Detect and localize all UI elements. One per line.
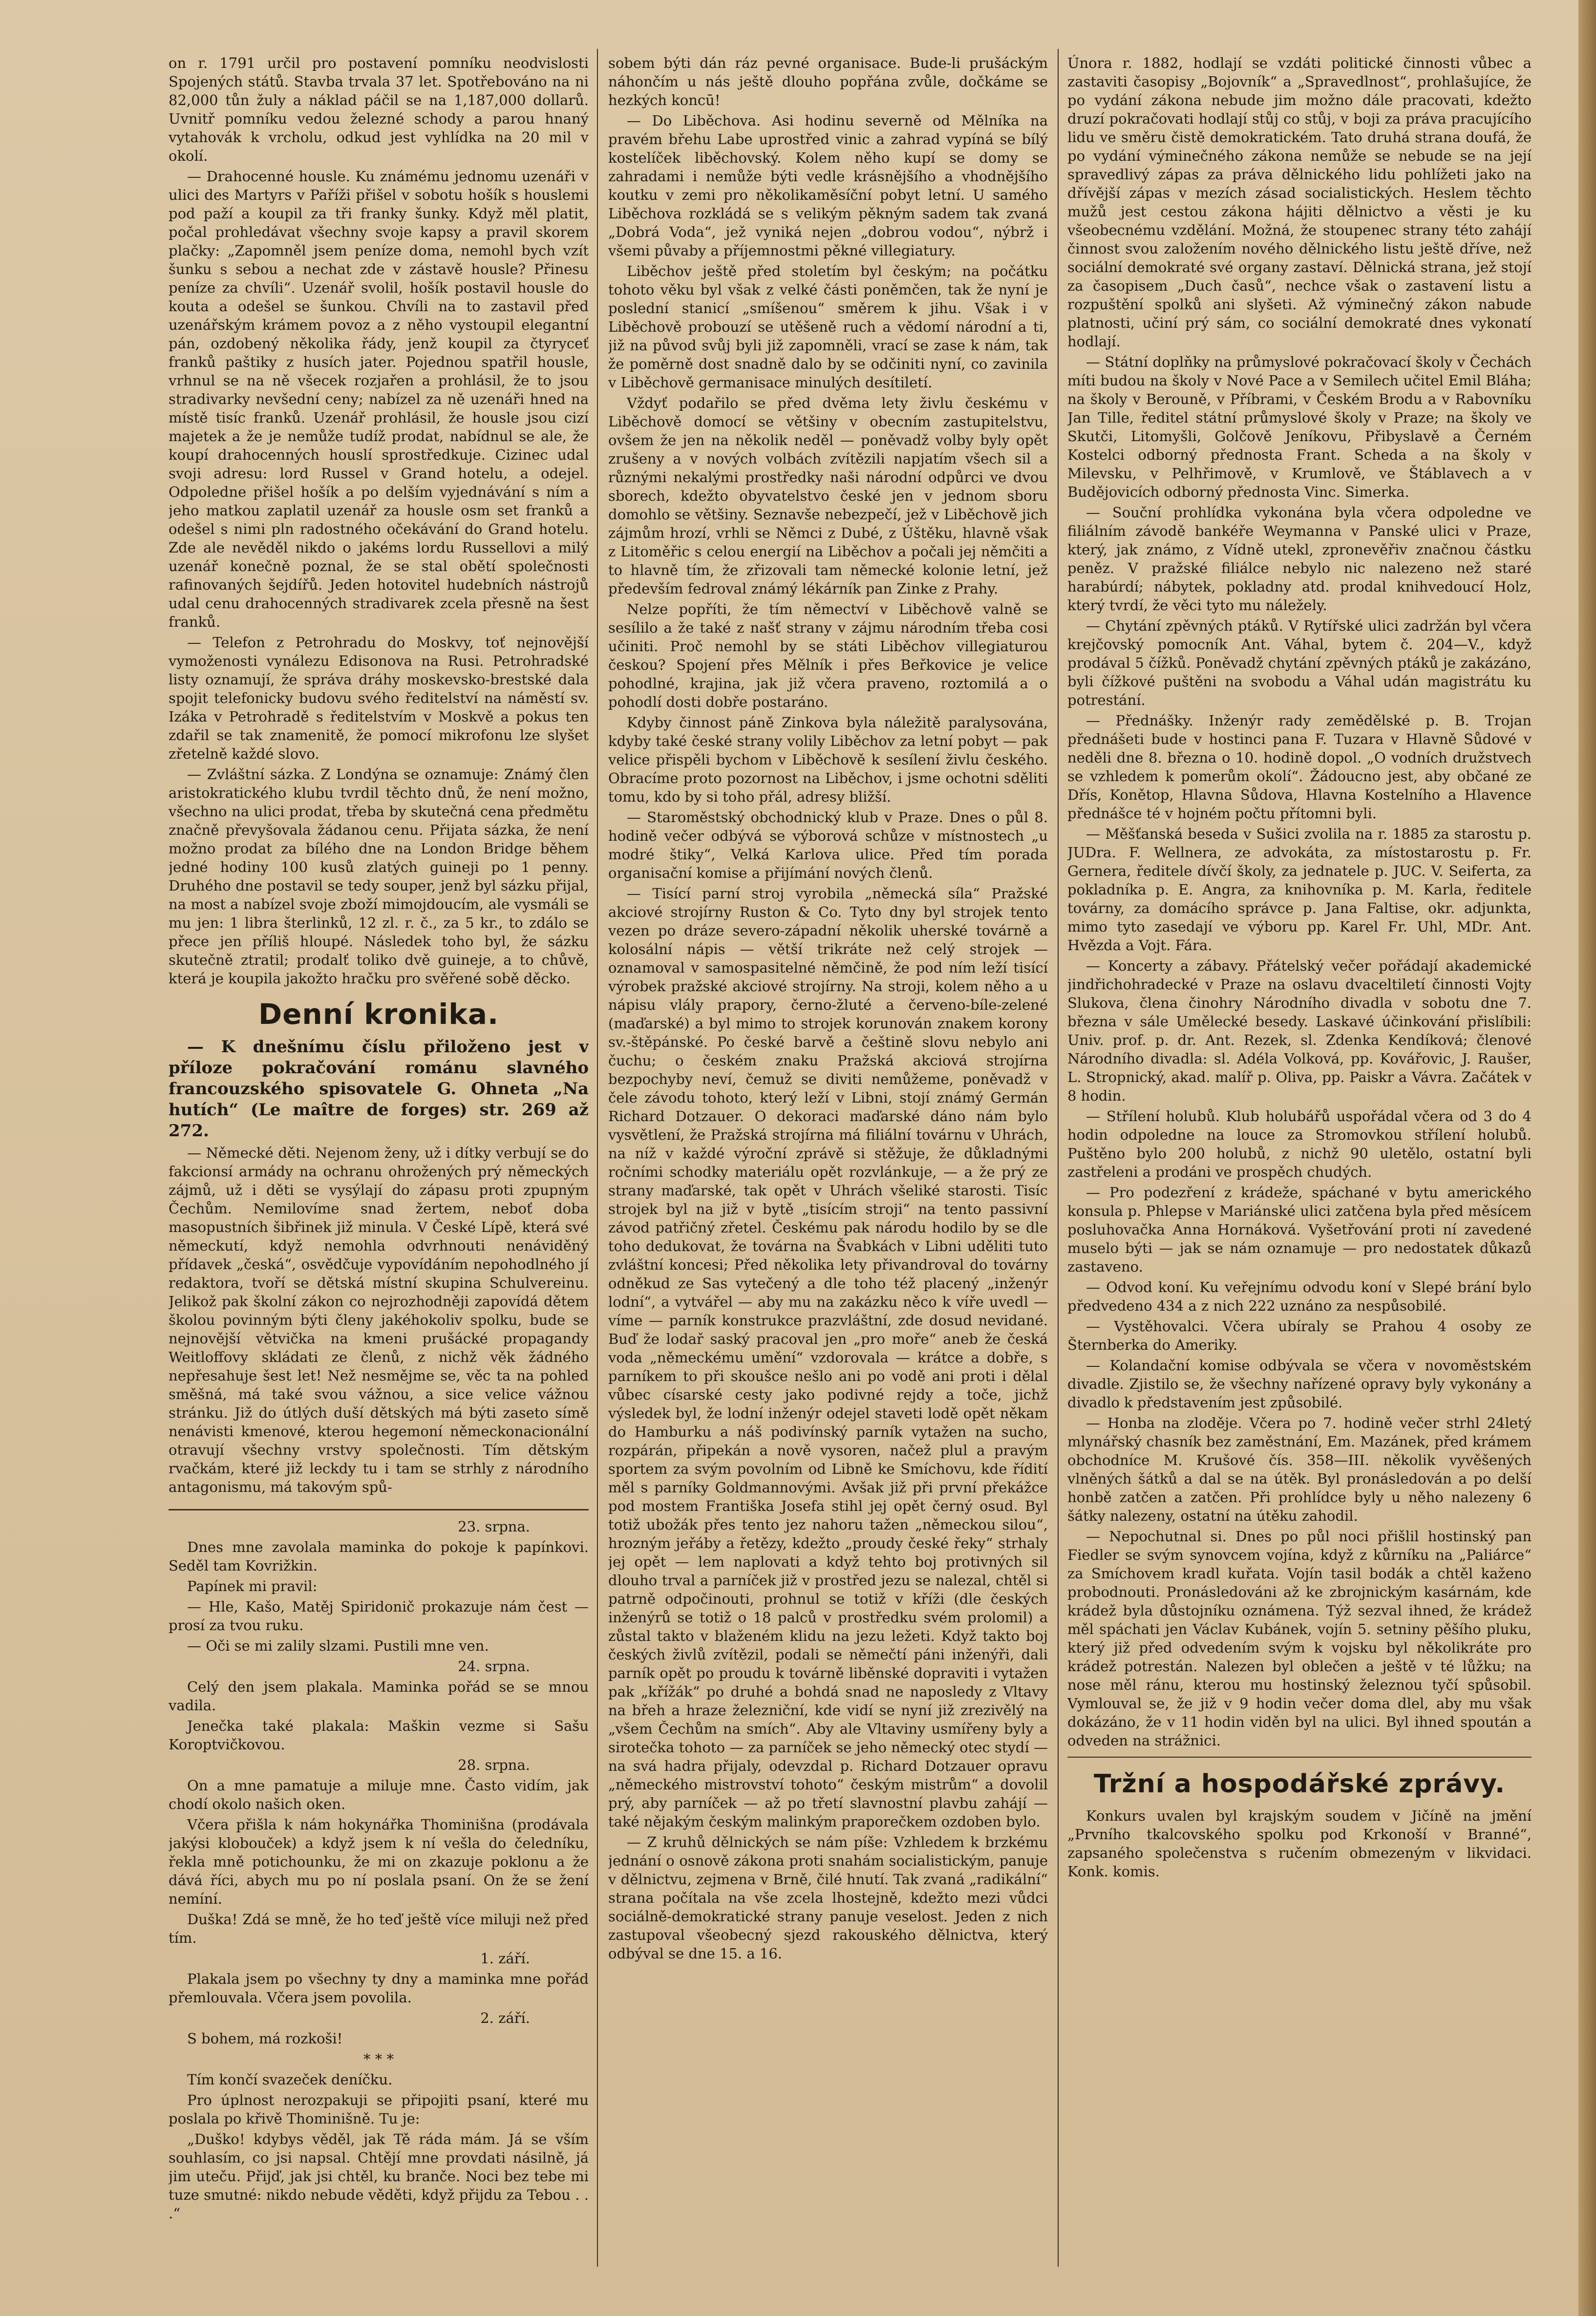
paragraph: Konkurs uvalen byl krajským soudem v Jičíně na jmění „Prvního tkalcovského spolku pod Krkonoší v Branné“, zapsaného společenstva s ručením obmezeným v likvidaci. Konk. komis.: [1067, 1807, 1532, 1880]
paragraph: — Oči se mi zalily slzami. Pustili mne ven.: [187, 1637, 489, 1654]
paragraph: — Kolandační komise odbývala se včera v novoměstském divadle. Zjistilo se, že všechny nařízené opravy byly vykonány a divadlo k představením jest způsobilé.: [1067, 1357, 1532, 1411]
asterism: * * *: [363, 2051, 394, 2067]
paragraph: — Odvod koní. Ku veřejnímu odvodu koní v Slepé brání bylo předvedeno 434 a z nich 222 uznáno za nespůsobilé.: [1067, 1279, 1532, 1314]
paragraph: — Staroměstský obchodnický klub v Praze. Dnes o půl 8. hodině večer odbývá se výborová schůze v místnostech „u modré štiky“, Velká Karlova ulice. Před tím porada organisační komise a přijímání nových členů.: [608, 809, 1048, 881]
paragraph: Plakala jsem po všechny ty dny a maminka mne pořád přemlouvala. Včera jsem povolila.: [169, 1971, 589, 2006]
paragraph: Liběchov ještě před stoletím byl českým; na počátku tohoto věku byl však z velké části poněmčen, tak že nyní je poslední stanicí „smíšenou“ směrem k jihu. Však i v Liběchově probouzí se utěšeně ruch a vědomí národní a ti, již na původ svůj byli již zapomněli, vrací se zase k nám, tak že poměrně dost snadně dalo by se odčiniti nyní, co zavinila v Liběchově germanisace minulých desítiletí.: [608, 263, 1048, 391]
section-heading-trzni-zpravy: Tržní a hospodářské zprávy.: [1094, 1769, 1505, 1799]
column-rule: [1058, 49, 1059, 2267]
page-edge: [1578, 0, 1596, 2316]
column-rule: [597, 49, 598, 2267]
paragraph: — Honba na zloděje. Včera po 7. hodině večer strhl 24letý mlynářský chasník bez zaměstnání, Em. Mazánek, před krámem obchodníce M. Krušové čís. 358—III. několik vyvěšených vlněných šátků a dal se na útěk. Byl pronásledován a po delší honbě zatčen a zatčen. Při prohlídce byly u něho nalezeny 6 šátky nalezeny, ostatní na útěku zahodil.: [1067, 1415, 1532, 1524]
paragraph: Února r. 1882, hodlají se vzdáti politické činnosti vůbec a zastaviti časopisy „Bojovník“ a „Spravedlnost“, prohlašujíce, že po vydání zákona nebude jim možno dále pracovati, kdežto druzí pokračovati hodlají stůj co stůj, v boji za práva pracujícího lidu ve směru čistě demokratickém. Tato druhá strana doufá, že po vydání výminečného zákona nemůže se nebude se na její spravedlivý zápas za práva dělnického lidu pohlížeti jako na dřívější zápas v mezích zásad socialistických. Heslem těchto mužů jest cestou zákona hájiti dělnictvo a věsti je ku všeobecnému vzdělání. Možná, že stoupenec strany této zahájí činnost svou založením nového dělnického listu ještě dříve, než sociální demokraté své organy zastaví. Dělnická strana, jež stojí za časopisem „Duch časů“, nechce však o zastavení listu a rozpuštění spolků ani slyšeti. Až výminečný zákon nabude platnosti, učiní prý sám, co sociální demokraté dnes vykonatí hodlají.: [1067, 55, 1532, 350]
paragraph: „Duško! kdybys věděl, jak Tě ráda mám. Já se vším souhlasím, co jsi napsal. Chtějí mne provdati násilně, já jim uteču. Přijď, jak jsi chtěl, ku branče. Noci bez tebe mi tuze smutné: nikdo nebude věděti, když přijdu za Tebou . . .“: [169, 2131, 589, 2222]
column-1: [169, 54, 589, 2262]
paragraph: — Chytání zpěvných ptáků. V Rytířské ulici zadržán byl včera krejčovský pomocník Ant. Váhal, bytem č. 204—V., když prodával 5 čížků. Poněvadž chytání zpěvných ptáků je zakázáno, byli čížkové puštěni na svobodu a Váhal udán magistrátu ku potrestání.: [1067, 617, 1532, 708]
diary-date: 23. srpna.: [458, 1518, 530, 1535]
paragraph: — Střílení holubů. Klub holubářů uspořádal včera od 3 do 4 hodin odpoledne na louce za Stromovkou střílení holubů. Puštěno bylo 200 holubů, z nichž 90 uletělo, ostatní byli zastřeleni a prodáni ve prospěch chudých.: [1067, 1108, 1532, 1180]
paragraph: — Z kruhů dělnických se nám píše: Vzhledem k brzkému jednání o osnově zákona proti snahám socialistickým, panuje v dělnictvu, zejmena v Brně, čilé hnutí. Tak zvaná „radikální“ strana počítala na vše zcela lhostejně, kdežto mezi vůdci sociálně-demokratické strany panuje veselost. Jeden z nich zastupoval všeobecný sjezd rakouského dělnictva, který odbýval se dne 15. a 16.: [608, 1834, 1048, 1962]
column-2: [608, 54, 1048, 2262]
section-heading-denni-kronika: Denní kronika.: [258, 998, 499, 1031]
paragraph: S bohem, má rozkoši!: [187, 2030, 343, 2047]
paragraph: Včera přišla k nám hokynářka Thominišna (prodávala jakýsi klobouček) a když jsem k ní vešla do čeledníku, řekla mně potichounku, že mi on zkazuje poklonu a že dává říci, abych mu po ní poslala psaní. On že se žení nemíní.: [169, 1816, 589, 1907]
diary-date: 24. srpna.: [458, 1658, 530, 1675]
paragraph: On a mne pamatuje a miluje mne. Často vidím, jak chodí okolo našich oken.: [169, 1777, 589, 1812]
lead-announcement: — K dnešnímu číslu přiloženo jest v příloze pokračování románu slavného francouzského spisovatele G. Ohneta „Na hutích“ (Le maître de forges) str. 269 až 272.: [169, 1037, 589, 1141]
paragraph: — Státní doplňky na průmyslové pokračovací školy v Čechách míti budou na školy v Nové Pace a v Semilech učitel Emil Bláha; na školy v Berouně, v Příbrami, v Českém Brodu a v Rabovníku Jan Tille, ředitel státní průmyslové školy v Praze; na školy ve Skutči, Litomyšli, Golčově Jeníkovu, Přibyslavě a Černém Kostelci odborný přednosta Frant. Scheda a na školy v Milevsku, v Pelhřimově, v Krumlově, ve Štáblavech a v Budějovicích odborný přednosta Vinc. Simerka.: [1067, 354, 1532, 500]
paragraph: — Přednášky. Inženýr rady zemědělské p. B. Trojan přednášeti bude v hostinci pana F. Tuzara v Hlavně Sůdové v neděli dne 8. března o 10. hodině dopol. „O vodních družstvech se vzhledem k pomerům okolí“. Žádoucno jest, aby občané ze Dřís, Konětop, Hlavna Sůdova, Hlavna Kostelního a Hlavence přednášce té v hojném počtu přítomni byli.: [1067, 712, 1532, 822]
paragraph: — Hle, Kašo, Matěj Spiridonič prokazuje nám čest — prosí za tvou ruku.: [169, 1598, 589, 1634]
feuilleton-divider: [169, 1509, 589, 1510]
paragraph: — Měšťanská beseda v Sušici zvolila na r. 1885 za starostu p. JUDra. F. Wellnera, ze advokáta, za místostarostu p. Fr. Gernera, ředitele dívčí školy, za jednatele p. JUC. V. Seiferta, za pokladníka p. E. Angra, za knihovníka p. M. Karla, ředitele továrny, za domácího správce p. Jana Faltise, okr. adjunkta, mimo tyto zasedají ve výboru pp. Karel Fr. Uhl, MDr. Ant. Hvězda a Vojt. Fára.: [1067, 826, 1532, 954]
paragraph: Pro úplnost nerozpakuji se připojiti psaní, které mu poslala po křivě Thominišně. Tu je:: [169, 2092, 589, 2127]
paragraph: Papínek mi pravil:: [187, 1578, 318, 1594]
paragraph: — Telefon z Petrohradu do Moskvy, toť nejnovější vymoženosti vynálezu Edisonova na Rusi. Petrohradské listy oznamují, že správa dráhy moskevsko-brestské dala spojit telefonicky budovu svého ředitelství na náměstí sv. Izáka v Petrohradě s ředitelstvím v Moskvě a pokus ten zdařil se tak znamenitě, že pomocí mikrofonu lze slyšet zřetelně každé slovo.: [169, 634, 589, 762]
paragraph: Duška! Zdá se mně, že ho teď ještě více miluji než před tím.: [169, 1911, 589, 1946]
paragraph: Nelze popříti, že tím němectví v Liběchově valně se sesílilo a že také z našť strany v zájmu národním třeba cosi učiniti. Proč nemohl by se státi Liběchov villegiaturou českou? Spojení přes Mělník i přes Beřkovice je velice pohodlné, krajina, jak již včera praveno, roztomilá a o pohodlí dosti dobře postaráno.: [608, 601, 1048, 710]
paragraph: — Pro podezření z krádeže, spáchané v bytu amerického konsula p. Phlepse v Mariánské ulici zatčena byla před měsícem posluhovačka Anna Hornáková. Vyšetřování proti ní zavedené muselo býti — jak se nám oznamuje — pro nedostatek důkazů zastaveno.: [1067, 1184, 1532, 1275]
paragraph: on r. 1791 určil pro postavení pomníku neodvislosti Spojených států. Stavba trvala 37 let. Spotřebováno na ni 82,000 tůn žuly a náklad páčil se na 1,187,000 dollarů. Uvnitř pomníku vedou železné schody a parou hnaný vytahovák k vrcholu, odkud jest vyhlídka na 20 mil v okolí.: [169, 55, 589, 164]
section-divider: [1067, 1757, 1532, 1758]
diary-date: 1. září.: [480, 1950, 530, 1967]
paragraph: Dnes mne zavolala maminka do pokoje k papínkovi. Seděl tam Kovrižkin.: [169, 1539, 589, 1574]
paragraph: — Nepochutnal si. Dnes po půl noci přišlil hostinský pan Fiedler se svým synovcem vojína, když z kůrníku na „Paliárce“ za Smíchovem kradl kuřata. Vojín tasil bodák a chtěl kaženo probodnouti. Pronásledováni až ke zbrojnickým kasárnám, kde krádež byla důstojníku oznámena. Týž sezval ihned, že krádež měl spáchati jen Václav Kubánek, vojín 5. setniny pěšího pluku, který již před odvedením svým k vojsku byl několikráte pro krádež potrestán. Nalezen byl oblečen a ještě v té lůžku; na nose měl ránu, kterou mu hostinský železnou tyčí spůsobil. Vymlouval se, že již v 9 hodin večer doma dlel, aby mu však dokázáno, že v 11 hodin viděn byl na ulici. Byl ihned spoután a odveden na strážnici.: [1067, 1528, 1532, 1749]
paragraph: sobem býti dán ráz pevné organisace. Bude-li prušáckým náhončím u nás ještě dlouho popřána zvůle, dočkáme se hezkých koncū!: [608, 55, 1048, 108]
paragraph: — Do Liběchova. Asi hodinu severně od Mělníka na pravém břehu Labe uprostřed vinic a zahrad vypíná se bílý kostelíček liběchovský. Kolem něho kupí se domy se zahradami i nemůže býti vedle krásnějšího a vhodnějšího koutku v zemi pro několikaměsíční pobyt letní. U samého Liběchova rozkládá se s velikým pěkným sadem tak zvaná „Dobrá Voda“, jež vyniká nejen „dobrou vodou“, nýbrž i všemi půvaby a příjemnostmi pěkné villegiatury.: [608, 112, 1048, 259]
diary-date: 28. srpna.: [458, 1757, 530, 1773]
paragraph: — Vystěhovalci. Včera ubíraly se Prahou 4 osoby ze Šternberka do Ameriky.: [1067, 1318, 1532, 1353]
paragraph: — Tisící parní stroj vyrobila „německá síla“ Pražské akciové strojírny Ruston & Co. Tyto dny byl strojek tento vezen po dráze severo-západní několik uherské továrně a kolosální nápis — větší trikráte než celý strojek — oznamoval v samospasitelné němčině, že pod ním leží tisící výrobek pražské akciové strojírny. Na stroji, kolem něho a u nápisu vlály prapory, černo-žluté a červeno-bíle-zelené (maďarské) a byl mimo to strojek korunován znakem korony sv.-štěpánské. Po české barvě a češtině slovu nebylo ani čuchu; o českém znaku Pražská akciová strojírna bezpochyby neví, čemuž se diviti nemůžeme, poněvadž v čele závodu tohoto, který leží v Libni, stojí známý Germán Richard Dotzauer. O dekoraci maďarské dáno nám bylo vysvětlení, že Pražská strojírna má filiální továrnu v Uhrách, na níž v každé výroční zprávě si stěžuje, že důkladnými ročními schodky materiálu opět rozvlánkuje, — a že prý ze strany maďarské, tak opět v Uhrách všeliké starosti. Tisíc strojek byl na již v bytě „tisícím stroji“ na tento passivní závod patřičný zřetel. Českému pak národu hodilo by se dle toho dedukovat, že továrna na Švabkách v Libni uděliti tuto zvláštní koncesi; Před několika lety přivandroval do továrny odněkud ze Sas vytečený a dle toho též placený „inženýr lodní“, a vytvářel — aby mu na zakázku něco k víře uvedl — víme — parník konstrukce prazvláštní, zde dosud nevidané. Buď že lodař saský pracoval jen „pro moře“ aneb že česká voda „německému umění“ vzdorovala — krátce a dobře, s parníkem to při skoušce nešlo ani po vodě ani proti i dělal vůbec císarské cesty jako podivné rejdy a toče, jichž výsledek byl, že lodní inženýr odejel staveti lodě opět někam do Hamburku a náš podivínský parník vytažen na sucho, rozpárán, připekán a nově vysoren, načež plul a pravým sportem za svým povolním od Libně ke Smíchovu, kde řídití měl s parníky Goldmannovými. Avšak již při první překážce pod mostem Františka Josefa stihl jej opět černý osud. Byl totiž ubožák přes tento jez nahoru tažen „německou silou“, hrozným jeřáby a řetězy, kdežto „proudy české řeky“ strhaly jej opět — lem naplovati a když tehto boj protivných sil dlouho trval a parníček již v prostřed jezu se nalezal, chtěl si patrně odpočinouti, prohnul se totiž v kříži (dle českých inženýrů se totiž o 18 palců v prostředku svém prolomil) a zůstal takto v blaženém klidu na jezu ležeti. Když takto boj českých živlů zvítězil, podali se němečtí páni inženýři, dali parník opět po proudu k továrně liběnské dopraviti i vytažen pak „křížák“ po druhé a bohdá snad ne naposledy z Vltavy na břeh a hraze železniční, kde vidí se nyní již zrezivělý na „všem Čechům na smích“. Aby ale Vltaviny usmířeny byly a sirotečka tohoto — za parníček se jeho německý otec stydí — na svá hadra přijaly, odevzdal p. Richard Dotzauer opravu „německého mistrovství tohoto“ českým mistrům“ a dovolil prý, aby parníček — až po třetí slavnostní plavbu zahájí — také nějakým českým malinkým praporečkem ozdoben bylo.: [608, 885, 1048, 1830]
paragraph: Vždyť podařilo se před dvěma lety živlu českému v Liběchově domocí se většiny v obecním zastupitelstvu, ovšem že jen na několik neděl — poněvadž volby byly opět zrušeny a v nových volbách zvítězili napjatím všech sil a různými nekalými prostředky naši národní odpůrci ve dvou sborech, kdežto obyvatelstvo české jen v jednom sboru domohlo se většiny. Seznavše nebezpečí, jež v Liběchově jich zájmům hrozí, vrhli se Němci z Dubé, z Úštěku, hlavně však z Litoměřic s celou energií na Liběchov a počali jej němčiti a to hlavně tím, že zřizovali tam německé kolonie letní, jež především fedroval známý lékárník pan Zinke z Prahy.: [608, 395, 1048, 597]
diary-date: 2. září.: [480, 2010, 530, 2026]
paragraph: Kdyby činnost páně Zinkova byla náležitě paralysována, kdyby také české strany volily Liběchov za letní pobyt — pak velice přispěli bychom v Liběchově k sesílení živlu českého. Obracíme proto pozornost na Liběchov, i jsme ochotni sděliti tomu, kdo by si toho přál, adresy bližší.: [608, 714, 1048, 805]
column-3: [1067, 54, 1532, 2262]
paragraph: — Koncerty a zábavy. Přátelský večer pořádají akademické jindřichohradecké v Praze na oslavu dvaceltiletí činnosti Vojty Slukova, člena činohry Národního divadla v sobotu dne 7. března v sále Umělecké besedy. Laskavé účinkování přislíbili: Univ. prof. p. dr. Ant. Rezek, sl. Zdenka Kendíková; členové Národního divadla: sl. Adéla Volková, pp. Kovářovic, J. Raušer, L. Stropnický, akad. malíř p. Oliva, pp. Paiskr a Vávra. Začátek v 8 hodin.: [1067, 957, 1532, 1104]
paragraph: Tím končí svazeček deníčku.: [187, 2071, 393, 2088]
paragraph: — Drahocenné housle. Ku známému jednomu uzenáři v ulici des Martyrs v Paříži přišel v sobotu hošík s houslemi pod paží a koupil za tři franky šunky. Když měl platit, počal prohledávat všechny svoje kapsy a pravil skorem plačky: „Zapomněl jsem peníze doma, nemohl bych vzít šunku s sebou a nechat zde v zástavě housle? Přinesu peníze za chvíli“. Uzenář svolil, hošík postavil housle do kouta a odešel se šunkou. Chvíli na to zastavil před uzenářským krámem povoz a z něho vystoupil elegantní pán, ozdobený několika řády, jenž koupil za čtyryceť franků paštiky z husích jater. Pojednou spatřil housle, vrhnul se na ně všecek rozjařen a prohlásil, že to jsou stradivarky nevšední ceny; nabízel za ně uzenáři hned na místě tisíc franků. Uzenář prohlásil, že housle jsou cizí majetek a že je nemůže tudíž prodat, nabídnul se ale, že koupí drahocenných houslí sprostředkuje. Cizinec udal svoji adresu: lord Russel v Grand hotelu, a odejel. Odpoledne přišel hošík a po delším vyjednávání s ním a jeho matkou zaplatil uzenář za housle osm set franků a odešel s nimi pln radostného očekávání do Grand hotelu. Zde ale nevěděl nikdo o jakéms lordu Russellovi a milý uzenář konečně poznal, že se stal obětí společnosti rafinovaných šejdířů. Jeden hotovitel hudebních nástrojů udal cenu drahocenných stradivarek zcela přesně na šest franků.: [169, 168, 589, 630]
paragraph: — Zvláštní sázka. Z Londýna se oznamuje: Známý člen aristokratického klubu tvrdil těchto dnů, že není možno, všechno na ulici prodat, třeba by skutečná cena předmětu značně převyšovala žádanou cenu. Přijata sázka, že není možno prodat za bílého dne na London Bridge během jedné hodiny 100 kusů zlatých guineji po 1 penny. Druhého dne postavil se tedy souper, jenž byl sázku přijal, na most a nabízel svoje zboží mimojdoucím, ale vysmáli se mu jen: 1 libra šterlinků, 12 zl. r. č., za 5 kr., to zdálo se přece jen příliš hloupé. Následek toho byl, že sázku skutečně ztratil; prodalť toliko dvě guineje, a to chůvě, která je koupila jakožto hračku pro svěřené sobě děcko.: [169, 766, 589, 987]
paragraph: Celý den jsem plakala. Maminka pořád se se mnou vadila.: [169, 1679, 589, 1714]
paragraph: — Souční prohlídka vykonána byla včera odpoledne ve filiálním závodě bankéře Weymanna v Panské ulici v Praze, který, jak známo, z Vídně utekl, zpronevěřiv značnou částku peněz. V pražské filiálce nebylo nic nalezeno než staré harabúrdí; nábytek, pokladny atd. prodal knihvedoucí Holz, který tvrdí, že věci tyto mu náležely.: [1067, 504, 1532, 614]
paragraph: — Německé děti. Nejenom ženy, už i dítky verbují se do fakcionsí armády na ochranu ohrožených prý německých zájmů, už i děti se vysýlají do zápasu proti zpupným Čechům. Nemilovíme snad žertem, neboť doba masopustních šibřinek již minula. V České Lípě, která své německutí, když nemohla odvrhnouti nenáviděný přídavek „česká“, osvědčuje vypovídáním nepohodlného jí redaktora, tvoří se dětská místní skupina Schulvereinu. Jelikož pak školní zákon co nejrozhodněji zapovídá dětem školou povinným býti členy jakéhokoliv spolku, bude se nejnovější větvička na kmeni prušácké propagandy Weitloffovy skládati ze členů, z nichž věk žádného nepřesahuje šest let! Než nesmějme se, věc ta na pohled směšná, má také svou vážnou, a sice velice vážnou stránku. Již do útlých duší dětských má býti zaseto símě nenávisti kmenové, kterou hegemoní německonacionální otravují všechny vrstvy společnosti. Tím dětským rvačkám, které již leckdy tu i tam se strhly z národního antagonismu, má takovým spů-: [169, 1145, 589, 1495]
paragraph: Jenečka také plakala: Maškin vezme si Sašu Koroptvičkovou.: [169, 1718, 589, 1753]
